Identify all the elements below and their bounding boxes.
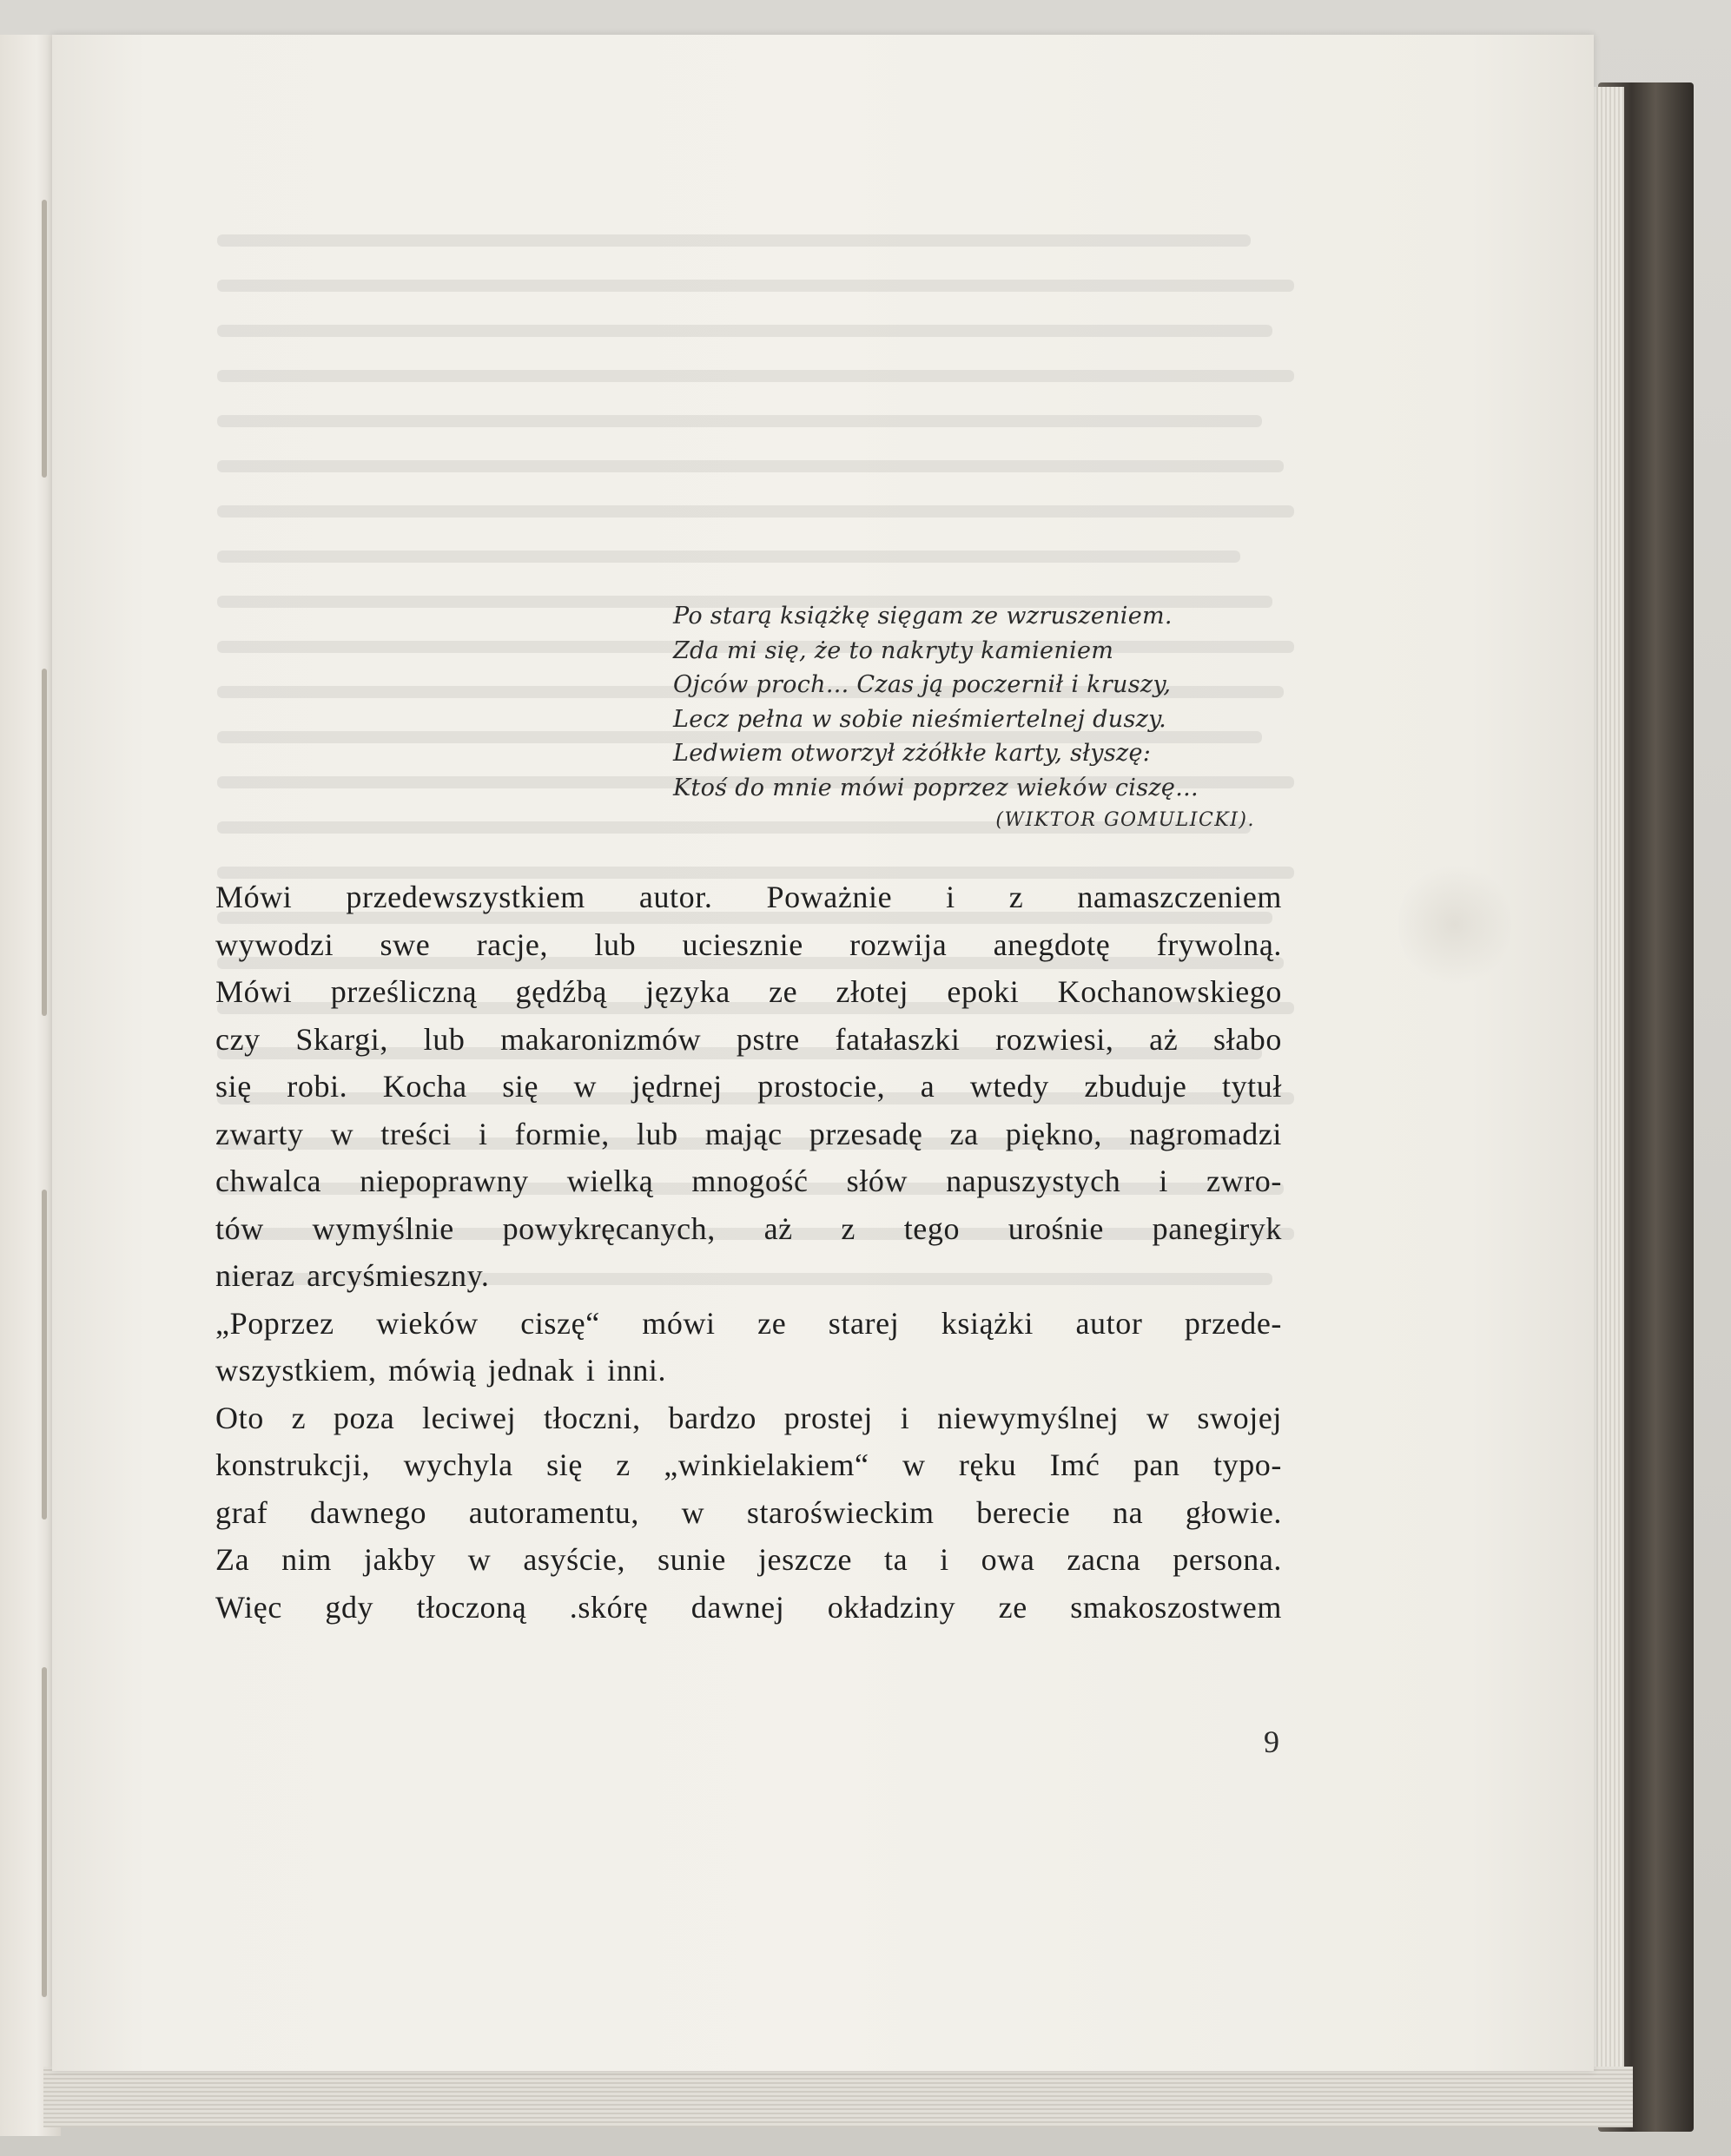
text-line: tów wymyślnie powykręcanych, aż z tego urośnie panegiryk	[215, 1210, 1282, 1246]
epigraph-poem	[673, 599, 1281, 836]
page-bottom-edge	[43, 2067, 1633, 2127]
text-line: chwalca niepoprawny wielką mnogość słów napuszystych i zwro-	[215, 1164, 1282, 1198]
text-line: graf dawnego autoramentu, w staroświeckim berecie na głowie.	[215, 1494, 1282, 1530]
text-line: wszystkiem, mówią jednak i inni.	[215, 1353, 667, 1388]
text-line: Mówi przedewszystkiem autor. Poważnie i z namaszczeniem	[215, 880, 1282, 914]
poem-line: Zda mi się, że to nakryty kamieniem	[673, 636, 1114, 664]
binding-stitch	[42, 1667, 47, 1997]
text-line: się robi. Kocha się w jędrnej prostocie, a wtedy zbuduje tytuł	[215, 1069, 1282, 1104]
text-line: Oto z poza leciwej tłoczni, bardzo prostej i niewymyślnej w swojej	[215, 1400, 1282, 1435]
text-line: nieraz arcyśmieszny.	[215, 1258, 490, 1293]
text-line: zwarty w treści i formie, lub mając przesadę za piękno, nagromadzi	[215, 1116, 1282, 1151]
binding-stitch	[42, 1190, 47, 1520]
poem-line: Ktoś do mnie mówi poprzez wieków ciszę...	[673, 774, 1199, 801]
poem-line: Ojców proch... Czas ją poczernił i kruszy,	[673, 671, 1172, 698]
text-line: wywodzi swe racje, lub uciesznie rozwija anegdotę frywolną.	[215, 926, 1282, 962]
text-line: konstrukcji, wychyla się z „winkielakiem“ w ręku Imć pan typo-	[215, 1447, 1282, 1482]
binding-stitch	[42, 669, 47, 1016]
page-number: 9	[1264, 1724, 1279, 1759]
page-smudge	[1398, 860, 1511, 990]
poem-line: Po starą książkę sięgam ze wzruszeniem.	[673, 603, 1173, 630]
poem-attribution: (WIKTOR GOMULICKI).	[995, 809, 1255, 831]
text-line: Za nim jakby w asyście, sunie jeszcze ta i owa zacna persona.	[215, 1542, 1282, 1577]
text-line: Mówi prześliczną gędźbą języka ze złotej epoki Kochanowskiego	[215, 974, 1282, 1009]
binding-stitch	[42, 200, 47, 478]
poem-line: Lecz pełna w sobie nieśmiertelnej duszy.	[673, 705, 1166, 733]
poem-line: Ledwiem otworzył zżółkłe karty, słyszę:	[673, 740, 1152, 767]
text-line: Więc gdy tłoczoną .skórę dawnej okładziny ze smakoszostwem	[215, 1589, 1282, 1625]
text-line: czy Skargi, lub makaronizmów pstre fatałaszki rozwiesi, aż słabo	[215, 1021, 1282, 1057]
text-line: „Poprzez wieków ciszę“ mówi ze starej książki autor przede-	[215, 1305, 1282, 1341]
body-text	[215, 874, 1282, 1631]
